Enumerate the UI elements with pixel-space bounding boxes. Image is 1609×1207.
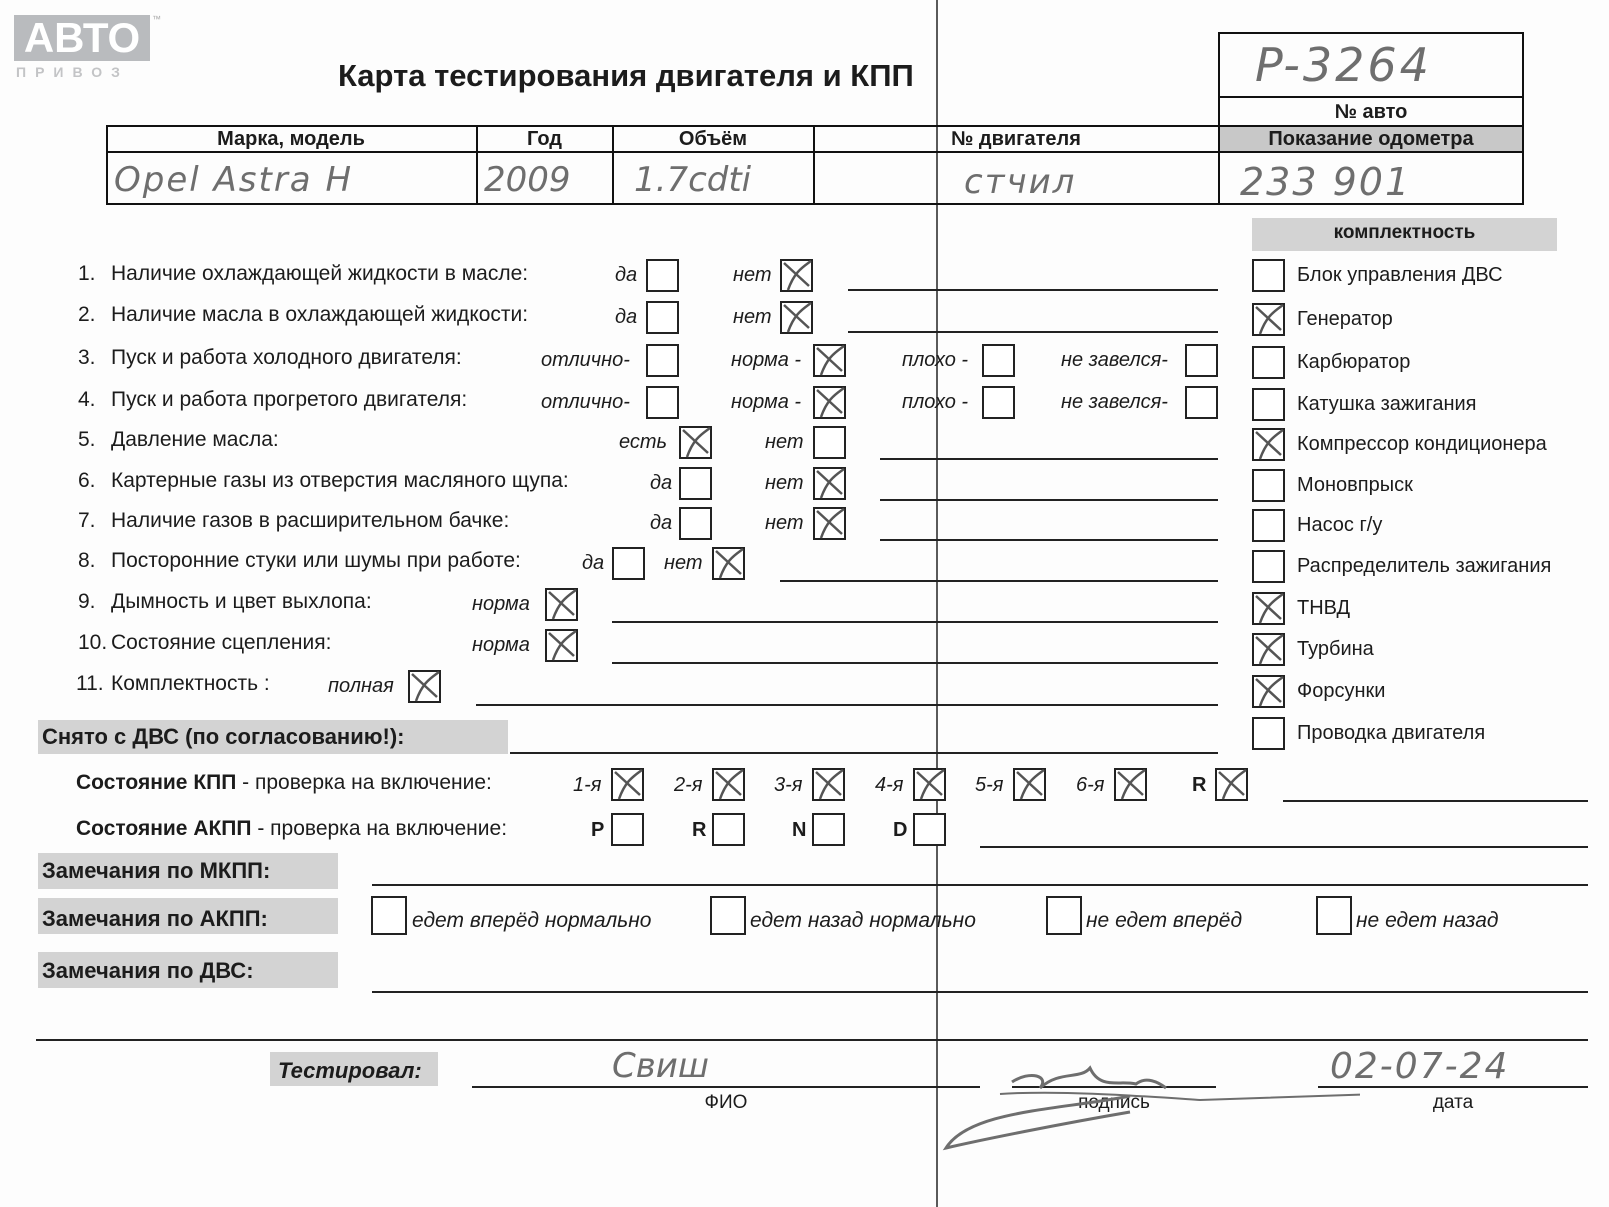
checkbox[interactable]: [679, 507, 712, 540]
engine-number-label: № двигателя: [951, 128, 1081, 150]
akpp-mode-checkbox[interactable]: [712, 813, 745, 846]
akpp-note-label: не едет назад: [1356, 909, 1499, 932]
option-label: да: [615, 306, 638, 328]
checkbox-checked[interactable]: [679, 426, 712, 459]
option-label: есть: [619, 431, 668, 453]
note-line: [780, 580, 1218, 582]
checkbox[interactable]: [646, 344, 679, 377]
checkbox-checked[interactable]: [780, 259, 813, 292]
gear-label: 5-я: [975, 774, 1004, 796]
fio-line: [472, 1086, 980, 1088]
kit-checkbox[interactable]: [1252, 346, 1285, 379]
kpp-label-bold: Состояние КПП: [76, 771, 237, 794]
logo-trademark: ™: [152, 14, 161, 24]
check-mark-icon: [1114, 766, 1151, 803]
gear-label: 6-я: [1076, 774, 1105, 796]
option-label: нет: [733, 264, 772, 286]
kit-checkbox[interactable]: [1252, 259, 1285, 292]
question-text: Картерные газы из отверстия масляного щупа:: [111, 469, 569, 492]
checkbox[interactable]: [679, 467, 712, 500]
check-mark-icon: [1252, 301, 1289, 338]
question-number: 10.: [78, 631, 108, 654]
fio-label: ФИО: [704, 1092, 748, 1113]
akpp-note-checkbox[interactable]: [1046, 896, 1082, 935]
odometer-value[interactable]: 233 901: [1240, 160, 1412, 204]
check-mark-icon: [712, 545, 749, 582]
gear-label: 1-я: [573, 774, 602, 796]
note-line: [880, 458, 1218, 460]
kit-checkbox-checked[interactable]: [1252, 633, 1285, 666]
note-line: [372, 884, 1588, 886]
question-text: Пуск и работа холодного двигателя:: [111, 346, 462, 369]
removed-label: Снято с ДВС (по согласованию!):: [42, 724, 405, 749]
kit-checkbox-checked[interactable]: [1252, 303, 1285, 336]
volume-label: Объём: [678, 128, 748, 150]
note-line: [612, 621, 1218, 623]
checkbox-checked[interactable]: [712, 547, 745, 580]
check-mark-icon: [1252, 590, 1289, 627]
note-line: [612, 662, 1218, 664]
option-label: нет: [765, 431, 804, 453]
note-line: [848, 331, 1218, 333]
kit-checkbox[interactable]: [1252, 550, 1285, 583]
question-text: Пуск и работа прогретого двигателя:: [111, 388, 468, 411]
gear-checkbox-checked[interactable]: [1215, 768, 1248, 801]
volume-value[interactable]: 1.7cdti: [634, 160, 752, 200]
note-line: [1283, 800, 1588, 802]
kit-checkbox-checked[interactable]: [1252, 592, 1285, 625]
kit-checkbox-checked[interactable]: [1252, 675, 1285, 708]
akpp-mode-checkbox[interactable]: [913, 813, 946, 846]
question-number: 9.: [78, 590, 96, 613]
option-label: отлично-: [541, 391, 630, 413]
logo-subtitle: ПРИВОЗ: [16, 64, 129, 80]
vehicle-info-row-divider: [107, 151, 1523, 153]
auto-number-value[interactable]: P-3264: [1255, 38, 1432, 92]
checkbox[interactable]: [646, 259, 679, 292]
option-label: да: [650, 512, 673, 534]
check-mark-icon: [1252, 426, 1289, 463]
option-label: норма -: [731, 349, 802, 371]
akpp-note-checkbox[interactable]: [1316, 896, 1352, 935]
gear-label: 3-я: [774, 774, 803, 796]
gear-checkbox-checked[interactable]: [812, 768, 845, 801]
question-text: Комплектность :: [111, 672, 270, 695]
akpp-note-label: едет назад нормально: [750, 909, 976, 932]
logo-text: АВТО: [23, 14, 141, 61]
kit-item-label: Компрессор кондиционера: [1297, 433, 1547, 455]
kit-title: комплектность: [1333, 222, 1476, 243]
option-label: полная: [328, 675, 394, 697]
option-label: отлично-: [541, 349, 630, 371]
date-value[interactable]: 02-07-24: [1330, 1046, 1510, 1087]
akpp-mode-label: D: [893, 819, 908, 841]
gear-checkbox-checked[interactable]: [1114, 768, 1147, 801]
check-mark-icon: [545, 586, 582, 623]
note-line: [372, 991, 1588, 993]
make-model-label: Марка, модель: [217, 128, 365, 150]
date-label: дата: [1432, 1092, 1474, 1113]
check-mark-icon: [780, 257, 817, 294]
make-model-value[interactable]: Opel Astra H: [114, 160, 354, 200]
engine-number-value[interactable]: стчил: [964, 162, 1077, 202]
question-number: 6.: [78, 469, 96, 492]
note-line: [880, 499, 1218, 501]
checkbox[interactable]: [646, 386, 679, 419]
checkbox-checked[interactable]: [545, 629, 578, 662]
option-label: нет: [664, 552, 703, 574]
check-mark-icon: [1013, 766, 1050, 803]
kit-item-label: Карбюратор: [1297, 351, 1411, 373]
year-value[interactable]: 2009: [484, 160, 571, 200]
kit-item-label: Генератор: [1297, 308, 1393, 330]
akpp-mode-label: N: [792, 819, 807, 841]
checkbox[interactable]: [1185, 386, 1218, 419]
kit-item-label: Блок управления ДВС: [1297, 264, 1503, 286]
option-label: нет: [765, 512, 804, 534]
note-line: [476, 704, 1218, 706]
kit-checkbox-checked[interactable]: [1252, 428, 1285, 461]
note-line: [848, 289, 1218, 291]
checkbox-checked[interactable]: [813, 507, 846, 540]
option-label: плохо -: [902, 391, 969, 413]
akpp-note-label: едет вперёд нормально: [412, 909, 652, 932]
akpp-label-rest: - проверка на включение:: [251, 817, 508, 840]
check-mark-icon: [712, 766, 749, 803]
odometer-label: Показание одометра: [1268, 128, 1474, 150]
checkbox[interactable]: [646, 301, 679, 334]
akpp-note-label: не едет вперёд: [1086, 909, 1243, 932]
akpp-mode-checkbox[interactable]: [611, 813, 644, 846]
question-text: Состояние сцепления:: [111, 631, 332, 654]
gear-label: 2-я: [674, 774, 703, 796]
gear-checkbox-checked[interactable]: [611, 768, 644, 801]
note-line: [880, 539, 1218, 541]
question-number: 3.: [78, 346, 96, 369]
question-number: 11.: [76, 672, 104, 695]
checkbox-checked[interactable]: [813, 467, 846, 500]
question-number: 1.: [78, 262, 96, 285]
option-label: норма: [472, 634, 530, 656]
notes-dvs-label: Замечания по ДВС:: [42, 958, 254, 983]
kit-item-label: Катушка зажигания: [1297, 393, 1477, 415]
akpp-mode-label: R: [692, 819, 707, 841]
check-mark-icon: [813, 342, 850, 379]
auto-number-label: № авто: [1334, 101, 1408, 123]
gear-checkbox-checked[interactable]: [1013, 768, 1046, 801]
logo: [14, 15, 150, 61]
check-mark-icon: [813, 384, 850, 421]
akpp-label-bold: Состояние АКПП: [76, 817, 252, 840]
checkbox-checked[interactable]: [545, 588, 578, 621]
kit-item-label: ТНВД: [1297, 597, 1351, 619]
question-number: 8.: [78, 549, 96, 572]
akpp-label: [76, 817, 507, 841]
page-title: Карта тестирования двигателя и КПП: [338, 58, 914, 93]
question-text: Наличие газов в расширительном бачке:: [111, 509, 510, 532]
check-mark-icon: [813, 465, 850, 502]
option-label: нет: [765, 472, 804, 494]
kit-checkbox[interactable]: [1252, 509, 1285, 542]
fio-value[interactable]: Свиш: [612, 1046, 709, 1086]
question-text: Наличие охлаждающей жидкости в масле:: [111, 262, 529, 285]
tested-label: Тестировал:: [278, 1058, 422, 1083]
kit-item-label: Форсунки: [1297, 680, 1386, 702]
check-mark-icon: [780, 299, 817, 336]
notes-akpp-label: Замечания по АКПП:: [42, 906, 268, 931]
handwritten-signature: [940, 1040, 1360, 1160]
option-label: плохо -: [902, 349, 969, 371]
kpp-label: [76, 771, 492, 795]
option-label: нет: [733, 306, 772, 328]
checkbox[interactable]: [813, 426, 846, 459]
option-label: не завелся-: [1061, 349, 1168, 371]
option-label: норма -: [731, 391, 802, 413]
option-label: не завелся-: [1061, 391, 1168, 413]
option-label: да: [650, 472, 673, 494]
akpp-mode-checkbox[interactable]: [812, 813, 845, 846]
check-mark-icon: [913, 766, 950, 803]
gear-checkbox-checked[interactable]: [712, 768, 745, 801]
kit-checkbox[interactable]: [1252, 388, 1285, 421]
question-number: 7.: [78, 509, 96, 532]
checkbox-checked[interactable]: [408, 670, 441, 703]
gear-checkbox-checked[interactable]: [913, 768, 946, 801]
signature-label: подпись: [1078, 1092, 1150, 1113]
gear-label: R: [1192, 774, 1207, 796]
kpp-label-rest: - проверка на включение:: [236, 771, 492, 794]
check-mark-icon: [1252, 673, 1289, 710]
check-mark-icon: [1215, 766, 1252, 803]
checkbox[interactable]: [982, 386, 1015, 419]
kit-item-label: Распределитель зажигания: [1297, 555, 1552, 577]
question-number: 5.: [78, 428, 96, 451]
akpp-note-checkbox[interactable]: [371, 896, 407, 935]
checkbox-checked[interactable]: [780, 301, 813, 334]
question-text: Давление масла:: [111, 428, 279, 451]
checkbox[interactable]: [612, 547, 645, 580]
check-mark-icon: [545, 627, 582, 664]
check-mark-icon: [813, 505, 850, 542]
note-line: [510, 752, 1218, 754]
checkbox-checked[interactable]: [813, 344, 846, 377]
kit-item-label: Насос г/у: [1297, 514, 1383, 536]
checkbox[interactable]: [1185, 344, 1218, 377]
question-text: Посторонние стуки или шумы при работе:: [111, 549, 521, 572]
auto-number-divider: [1219, 96, 1523, 98]
check-mark-icon: [408, 668, 445, 705]
year-label: Год: [527, 128, 562, 150]
kit-checkbox[interactable]: [1252, 469, 1285, 502]
kit-item-label: Турбина: [1297, 638, 1374, 660]
checkbox-checked[interactable]: [813, 386, 846, 419]
kit-item-label: Проводка двигателя: [1297, 722, 1486, 744]
akpp-note-checkbox[interactable]: [710, 896, 746, 935]
checkbox[interactable]: [982, 344, 1015, 377]
check-mark-icon: [812, 766, 849, 803]
option-label: да: [615, 264, 638, 286]
notes-mkpp-label: Замечания по МКПП:: [42, 858, 271, 883]
kit-checkbox[interactable]: [1252, 717, 1285, 750]
check-mark-icon: [1252, 631, 1289, 668]
question-number: 4.: [78, 388, 96, 411]
akpp-mode-label: P: [591, 819, 605, 841]
question-number: 2.: [78, 303, 96, 326]
check-mark-icon: [679, 424, 716, 461]
option-label: да: [582, 552, 605, 574]
note-line: [980, 846, 1588, 848]
kit-item-label: Моновпрыск: [1297, 474, 1413, 496]
question-text: Дымность и цвет выхлопа:: [111, 590, 372, 613]
option-label: норма: [472, 593, 530, 615]
gear-label: 4-я: [875, 774, 904, 796]
check-mark-icon: [611, 766, 648, 803]
question-text: Наличие масла в охлаждающей жидкости:: [111, 303, 529, 326]
